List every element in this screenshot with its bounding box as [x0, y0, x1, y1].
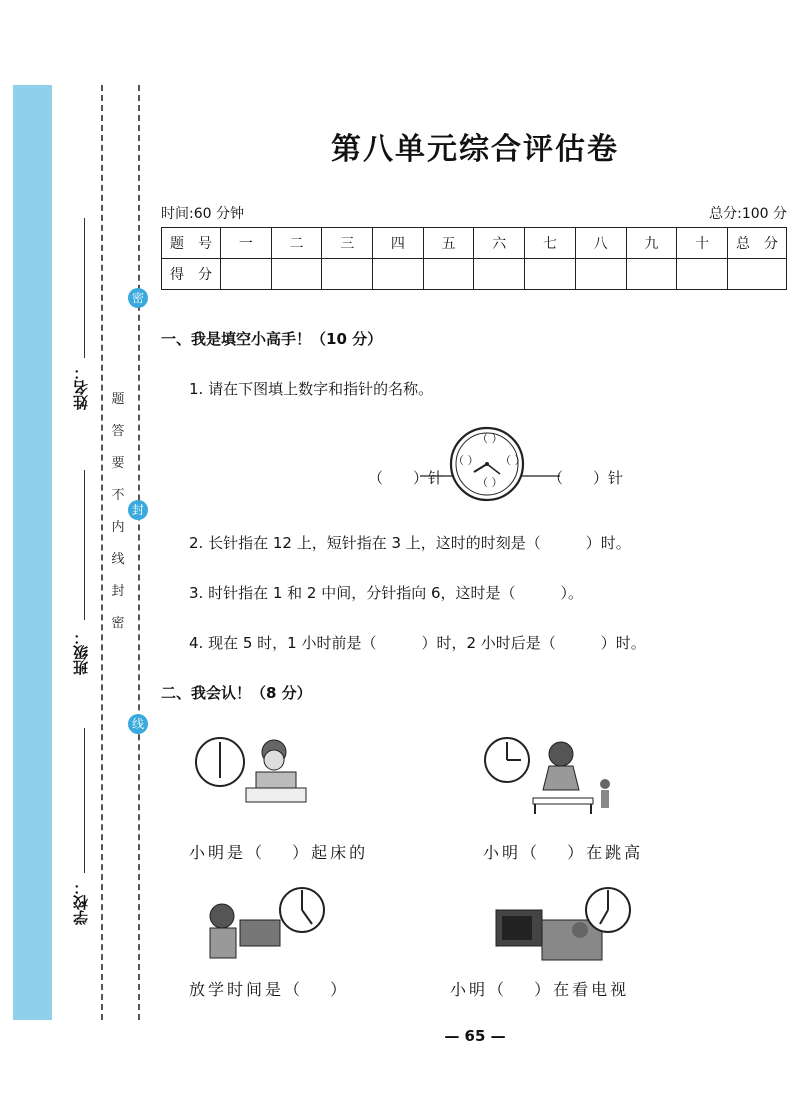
question-1: 1. 请在下图填上数字和指针的名称。 — [189, 380, 434, 398]
table-cell: 四 — [373, 228, 424, 259]
clock-blank-top: （ ） — [477, 432, 503, 445]
picture-watching-tv — [490, 880, 635, 970]
caption-1: 小明是（ ）起床的 — [189, 843, 369, 862]
warning-char: 封 — [111, 584, 125, 599]
clock-left-label: （ ）针 — [368, 469, 444, 487]
table-cell: 九 — [626, 228, 677, 259]
table-cell: 得 分 — [162, 259, 221, 290]
clock-right-label: （ ）针 — [548, 469, 624, 487]
question-3: 3. 时针指在 1 和 2 中间，分针指向 6，这时是（ ）。 — [189, 584, 584, 602]
score-input[interactable] — [677, 259, 728, 290]
table-cell: 二 — [271, 228, 322, 259]
table-row — [162, 259, 787, 290]
warning-char: 要 — [111, 456, 125, 471]
score-input[interactable] — [322, 259, 373, 290]
warning-char: 密 — [111, 616, 125, 631]
table-cell: 五 — [423, 228, 474, 259]
clock-blank-right: （ ） — [500, 454, 526, 467]
warning-char: 内 — [111, 520, 125, 535]
cut-line-inner — [138, 85, 140, 1020]
page-title: 第八单元综合评估卷 — [331, 132, 619, 167]
question-4: 4. 现在 5 时，1 小时前是（ ）时，2 小时后是（ ）时。 — [189, 634, 646, 652]
table-cell: 三 — [322, 228, 373, 259]
section-heading: 一、我是填空小高手！（10 分） — [161, 330, 383, 348]
time-limit: 时间:60 分钟 — [161, 206, 244, 222]
warning-char: 答 — [111, 424, 125, 439]
name-field[interactable] — [84, 218, 85, 358]
picture-after-school — [200, 880, 330, 970]
seal-mark: 线 — [128, 714, 148, 734]
warning-char: 线 — [111, 552, 125, 567]
score-input[interactable] — [728, 259, 787, 290]
section-heading: 二、我会认！（8 分） — [161, 684, 312, 702]
caption-4: 小明（ ）在看电视 — [450, 980, 630, 999]
score-input[interactable] — [423, 259, 474, 290]
warning-char: 题 — [111, 392, 125, 407]
seal-mark: 封 — [128, 500, 148, 520]
score-input[interactable] — [525, 259, 576, 290]
page-number: — 65 — — [444, 1027, 506, 1045]
table-cell: 八 — [575, 228, 626, 259]
total-score: 总分:100 分 — [709, 206, 787, 222]
table-row — [162, 228, 787, 259]
name-label: 姓名： — [72, 365, 90, 410]
table-cell: 七 — [525, 228, 576, 259]
score-table — [161, 227, 787, 290]
table-cell: 总 分 — [728, 228, 787, 259]
clock-blank-left: （ ） — [453, 454, 479, 467]
clock-blank-bottom: （ ） — [477, 476, 503, 489]
table-cell: 题 号 — [162, 228, 221, 259]
question-2: 2. 长针指在 12 上，短针指在 3 上，这时的时刻是（ ）时。 — [189, 534, 631, 552]
binding-strip — [13, 85, 52, 1020]
caption-2: 小明（ ）在跳高 — [483, 843, 644, 862]
caption-3: 放学时间是（ ） — [189, 980, 350, 999]
school-field[interactable] — [84, 728, 85, 873]
score-input[interactable] — [575, 259, 626, 290]
cut-line-outer — [101, 85, 103, 1020]
score-input[interactable] — [474, 259, 525, 290]
table-cell: 一 — [221, 228, 272, 259]
picture-boy-washing — [190, 730, 320, 810]
picture-boy-jumping — [483, 730, 623, 815]
seal-mark: 密 — [128, 288, 148, 308]
class-field[interactable] — [84, 470, 85, 620]
score-input[interactable] — [373, 259, 424, 290]
table-cell: 十 — [677, 228, 728, 259]
school-label: 学校： — [72, 880, 90, 925]
warning-char: 不 — [111, 488, 125, 503]
class-label: 班级： — [72, 630, 90, 675]
score-input[interactable] — [221, 259, 272, 290]
score-input[interactable] — [626, 259, 677, 290]
table-cell: 六 — [474, 228, 525, 259]
score-input[interactable] — [271, 259, 322, 290]
